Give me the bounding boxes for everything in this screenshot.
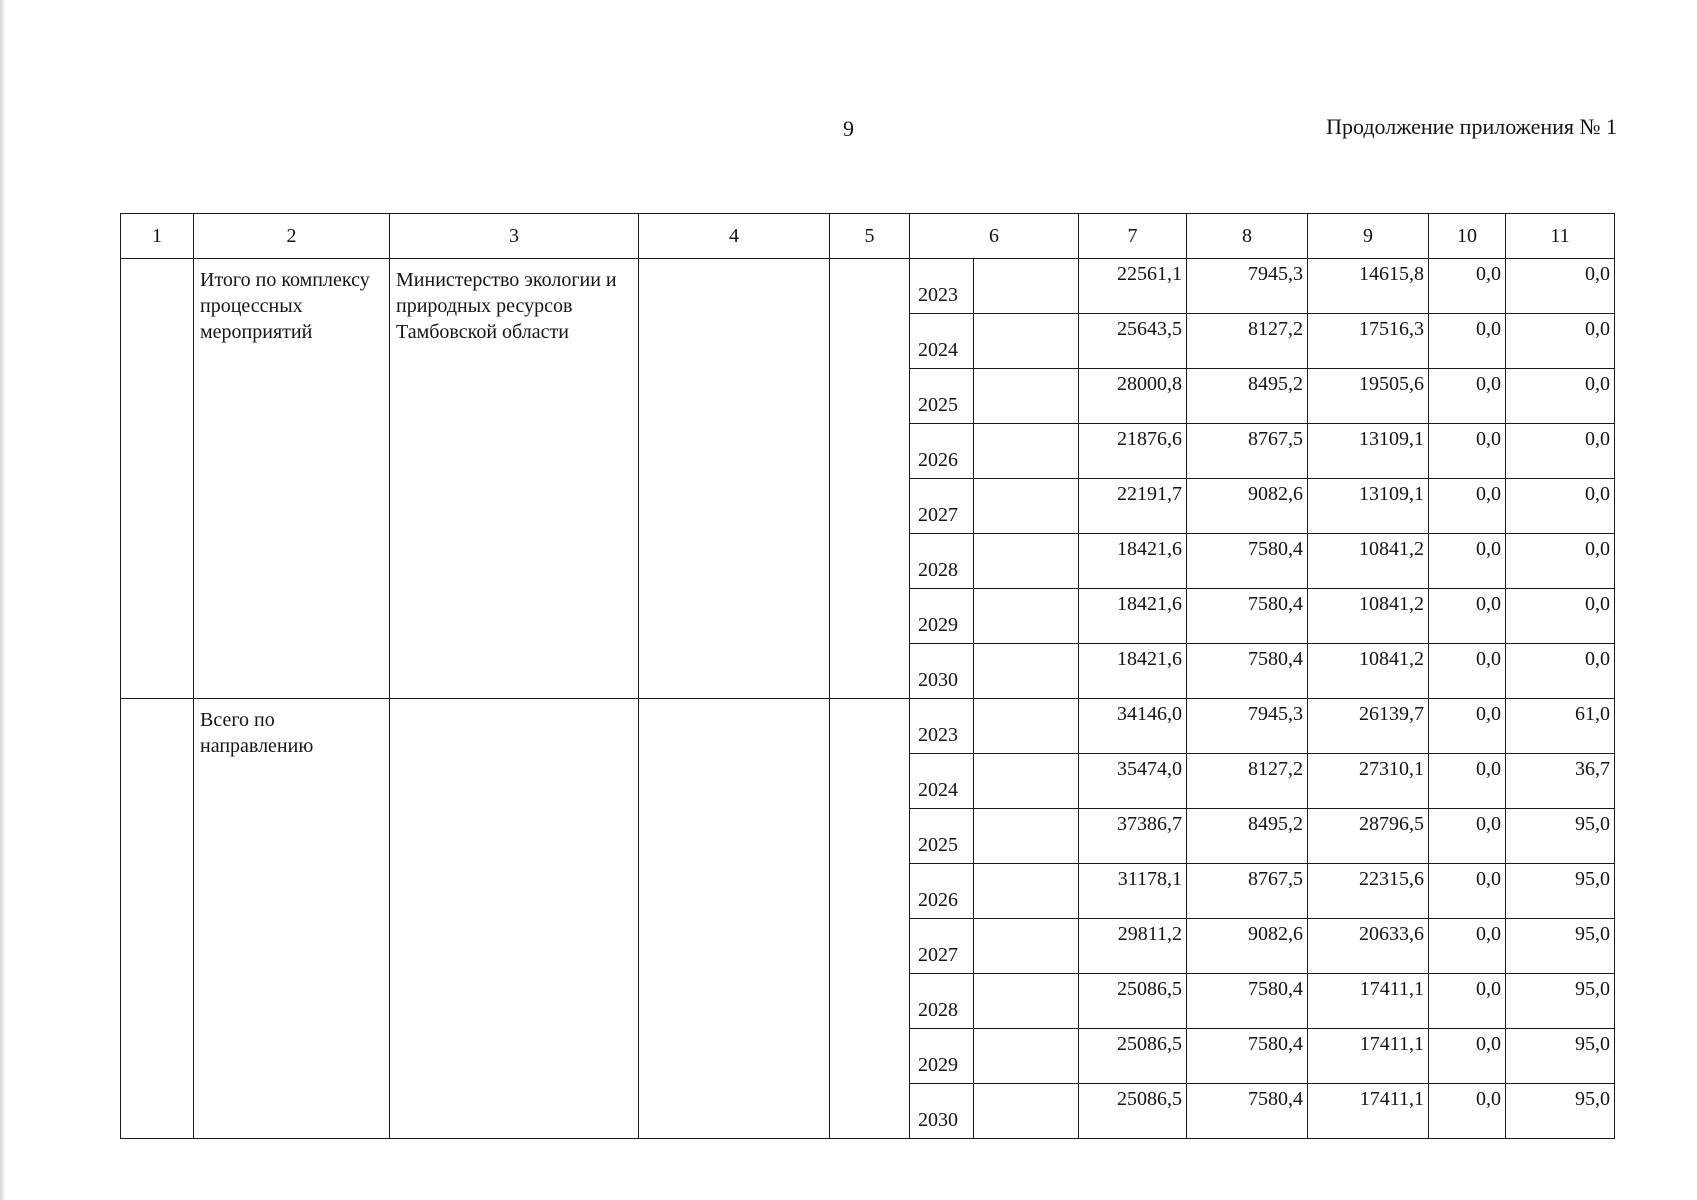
- column-8-cell: 7945,3: [1187, 259, 1308, 314]
- year-cell: 2029: [910, 1029, 974, 1084]
- column-8-cell: 7580,4: [1187, 1084, 1308, 1139]
- column-9-cell: 26139,7: [1308, 699, 1429, 754]
- column-8-cell: 8767,5: [1187, 424, 1308, 479]
- year-cell: 2028: [910, 974, 974, 1029]
- subcolumn-cell: [974, 1084, 1079, 1139]
- column-9-cell: 19505,6: [1308, 369, 1429, 424]
- column-8-cell: 7580,4: [1187, 589, 1308, 644]
- total-cell: 37386,7: [1079, 809, 1187, 864]
- column-9-cell: 17411,1: [1308, 1084, 1429, 1139]
- group-cell-4: [639, 699, 830, 1139]
- column-header-10: 10: [1429, 214, 1506, 259]
- column-header-11: 11: [1506, 214, 1615, 259]
- table-row: [121, 699, 1615, 754]
- column-8-cell: 7580,4: [1187, 644, 1308, 699]
- column-11-cell: 95,0: [1506, 974, 1615, 1029]
- column-10-cell: 0,0: [1429, 974, 1506, 1029]
- group-cell-1: [121, 259, 194, 699]
- year-cell: 2029: [910, 589, 974, 644]
- subcolumn-cell: [974, 314, 1079, 369]
- column-11-cell: 95,0: [1506, 864, 1615, 919]
- subcolumn-cell: [974, 259, 1079, 314]
- column-11-cell: 61,0: [1506, 699, 1615, 754]
- year-cell: 2025: [910, 369, 974, 424]
- column-11-cell: 0,0: [1506, 644, 1615, 699]
- year-cell: 2024: [910, 754, 974, 809]
- column-10-cell: 0,0: [1429, 479, 1506, 534]
- table-header-row: [121, 214, 1615, 259]
- group-cell-5: [830, 259, 910, 699]
- column-header-7: 7: [1079, 214, 1187, 259]
- column-10-cell: 0,0: [1429, 1029, 1506, 1084]
- column-11-cell: 0,0: [1506, 479, 1615, 534]
- column-11-cell: 95,0: [1506, 919, 1615, 974]
- year-cell: 2030: [910, 644, 974, 699]
- total-cell: 25086,5: [1079, 974, 1187, 1029]
- subcolumn-cell: [974, 424, 1079, 479]
- column-header-6: 6: [910, 214, 1079, 259]
- column-8-cell: 8767,5: [1187, 864, 1308, 919]
- subcolumn-cell: [974, 644, 1079, 699]
- column-header-1: 1: [121, 214, 194, 259]
- total-cell: 28000,8: [1079, 369, 1187, 424]
- column-8-cell: 7580,4: [1187, 974, 1308, 1029]
- column-10-cell: 0,0: [1429, 589, 1506, 644]
- column-8-cell: 8127,2: [1187, 754, 1308, 809]
- group-cell-4: [639, 259, 830, 699]
- table-body: [121, 259, 1615, 1139]
- total-cell: 35474,0: [1079, 754, 1187, 809]
- column-8-cell: 8127,2: [1187, 314, 1308, 369]
- year-cell: 2030: [910, 1084, 974, 1139]
- total-cell: 29811,2: [1079, 919, 1187, 974]
- column-10-cell: 0,0: [1429, 259, 1506, 314]
- column-9-cell: 28796,5: [1308, 809, 1429, 864]
- year-cell: 2024: [910, 314, 974, 369]
- column-9-cell: 20633,6: [1308, 919, 1429, 974]
- column-header-2: 2: [194, 214, 390, 259]
- year-cell: 2023: [910, 259, 974, 314]
- subcolumn-cell: [974, 699, 1079, 754]
- column-10-cell: 0,0: [1429, 919, 1506, 974]
- column-header-4: 4: [639, 214, 830, 259]
- column-11-cell: 95,0: [1506, 1084, 1615, 1139]
- column-9-cell: 17516,3: [1308, 314, 1429, 369]
- subcolumn-cell: [974, 919, 1079, 974]
- subcolumn-cell: [974, 479, 1079, 534]
- total-cell: 31178,1: [1079, 864, 1187, 919]
- subcolumn-cell: [974, 534, 1079, 589]
- column-header-5: 5: [830, 214, 910, 259]
- column-8-cell: 8495,2: [1187, 369, 1308, 424]
- group-cell-2: Итого по комплексу процессных мероприятий: [194, 259, 390, 699]
- group-cell-1: [121, 699, 194, 1139]
- group-cell-2: Всего по направлению: [194, 699, 390, 1139]
- total-cell: 34146,0: [1079, 699, 1187, 754]
- subcolumn-cell: [974, 369, 1079, 424]
- column-8-cell: 9082,6: [1187, 479, 1308, 534]
- subcolumn-cell: [974, 589, 1079, 644]
- column-header-9: 9: [1308, 214, 1429, 259]
- column-9-cell: 10841,2: [1308, 534, 1429, 589]
- column-8-cell: 7580,4: [1187, 534, 1308, 589]
- column-11-cell: 0,0: [1506, 259, 1615, 314]
- column-10-cell: 0,0: [1429, 644, 1506, 699]
- year-cell: 2027: [910, 479, 974, 534]
- column-10-cell: 0,0: [1429, 754, 1506, 809]
- year-cell: 2028: [910, 534, 974, 589]
- column-8-cell: 8495,2: [1187, 809, 1308, 864]
- table-row: [121, 259, 1615, 314]
- year-cell: 2023: [910, 699, 974, 754]
- column-10-cell: 0,0: [1429, 1084, 1506, 1139]
- column-9-cell: 22315,6: [1308, 864, 1429, 919]
- group-cell-3: [390, 699, 639, 1139]
- column-11-cell: 36,7: [1506, 754, 1615, 809]
- total-cell: 25086,5: [1079, 1029, 1187, 1084]
- column-8-cell: 7580,4: [1187, 1029, 1308, 1084]
- total-cell: 22561,1: [1079, 259, 1187, 314]
- subcolumn-cell: [974, 974, 1079, 1029]
- column-9-cell: 13109,1: [1308, 479, 1429, 534]
- subcolumn-cell: [974, 754, 1079, 809]
- subcolumn-cell: [974, 809, 1079, 864]
- column-9-cell: 17411,1: [1308, 1029, 1429, 1084]
- column-10-cell: 0,0: [1429, 314, 1506, 369]
- column-11-cell: 0,0: [1506, 534, 1615, 589]
- column-8-cell: 9082,6: [1187, 919, 1308, 974]
- column-11-cell: 95,0: [1506, 1029, 1615, 1084]
- subcolumn-cell: [974, 1029, 1079, 1084]
- column-9-cell: 10841,2: [1308, 644, 1429, 699]
- column-9-cell: 10841,2: [1308, 589, 1429, 644]
- column-11-cell: 0,0: [1506, 424, 1615, 479]
- column-header-3: 3: [390, 214, 639, 259]
- column-10-cell: 0,0: [1429, 809, 1506, 864]
- scan-edge: [0, 0, 6, 1200]
- column-9-cell: 17411,1: [1308, 974, 1429, 1029]
- column-11-cell: 0,0: [1506, 314, 1615, 369]
- total-cell: 18421,6: [1079, 534, 1187, 589]
- column-11-cell: 0,0: [1506, 369, 1615, 424]
- page-number: 9: [843, 116, 854, 141]
- year-cell: 2026: [910, 424, 974, 479]
- column-11-cell: 0,0: [1506, 589, 1615, 644]
- column-10-cell: 0,0: [1429, 369, 1506, 424]
- group-cell-5: [830, 699, 910, 1139]
- column-10-cell: 0,0: [1429, 864, 1506, 919]
- total-cell: 18421,6: [1079, 589, 1187, 644]
- column-9-cell: 27310,1: [1308, 754, 1429, 809]
- total-cell: 25086,5: [1079, 1084, 1187, 1139]
- year-cell: 2027: [910, 919, 974, 974]
- column-9-cell: 14615,8: [1308, 259, 1429, 314]
- column-header-8: 8: [1187, 214, 1308, 259]
- group-cell-3: Министерство экологии и природных ресурсов Тамбовской области: [390, 259, 639, 699]
- column-10-cell: 0,0: [1429, 424, 1506, 479]
- total-cell: 21876,6: [1079, 424, 1187, 479]
- column-11-cell: 95,0: [1506, 809, 1615, 864]
- appendix-continuation-label: Продолжение приложения № 1: [1326, 114, 1617, 139]
- year-cell: 2025: [910, 809, 974, 864]
- column-9-cell: 13109,1: [1308, 424, 1429, 479]
- column-10-cell: 0,0: [1429, 699, 1506, 754]
- budget-table: [120, 213, 1615, 1139]
- subcolumn-cell: [974, 864, 1079, 919]
- year-cell: 2026: [910, 864, 974, 919]
- total-cell: 22191,7: [1079, 479, 1187, 534]
- total-cell: 25643,5: [1079, 314, 1187, 369]
- column-10-cell: 0,0: [1429, 534, 1506, 589]
- total-cell: 18421,6: [1079, 644, 1187, 699]
- column-8-cell: 7945,3: [1187, 699, 1308, 754]
